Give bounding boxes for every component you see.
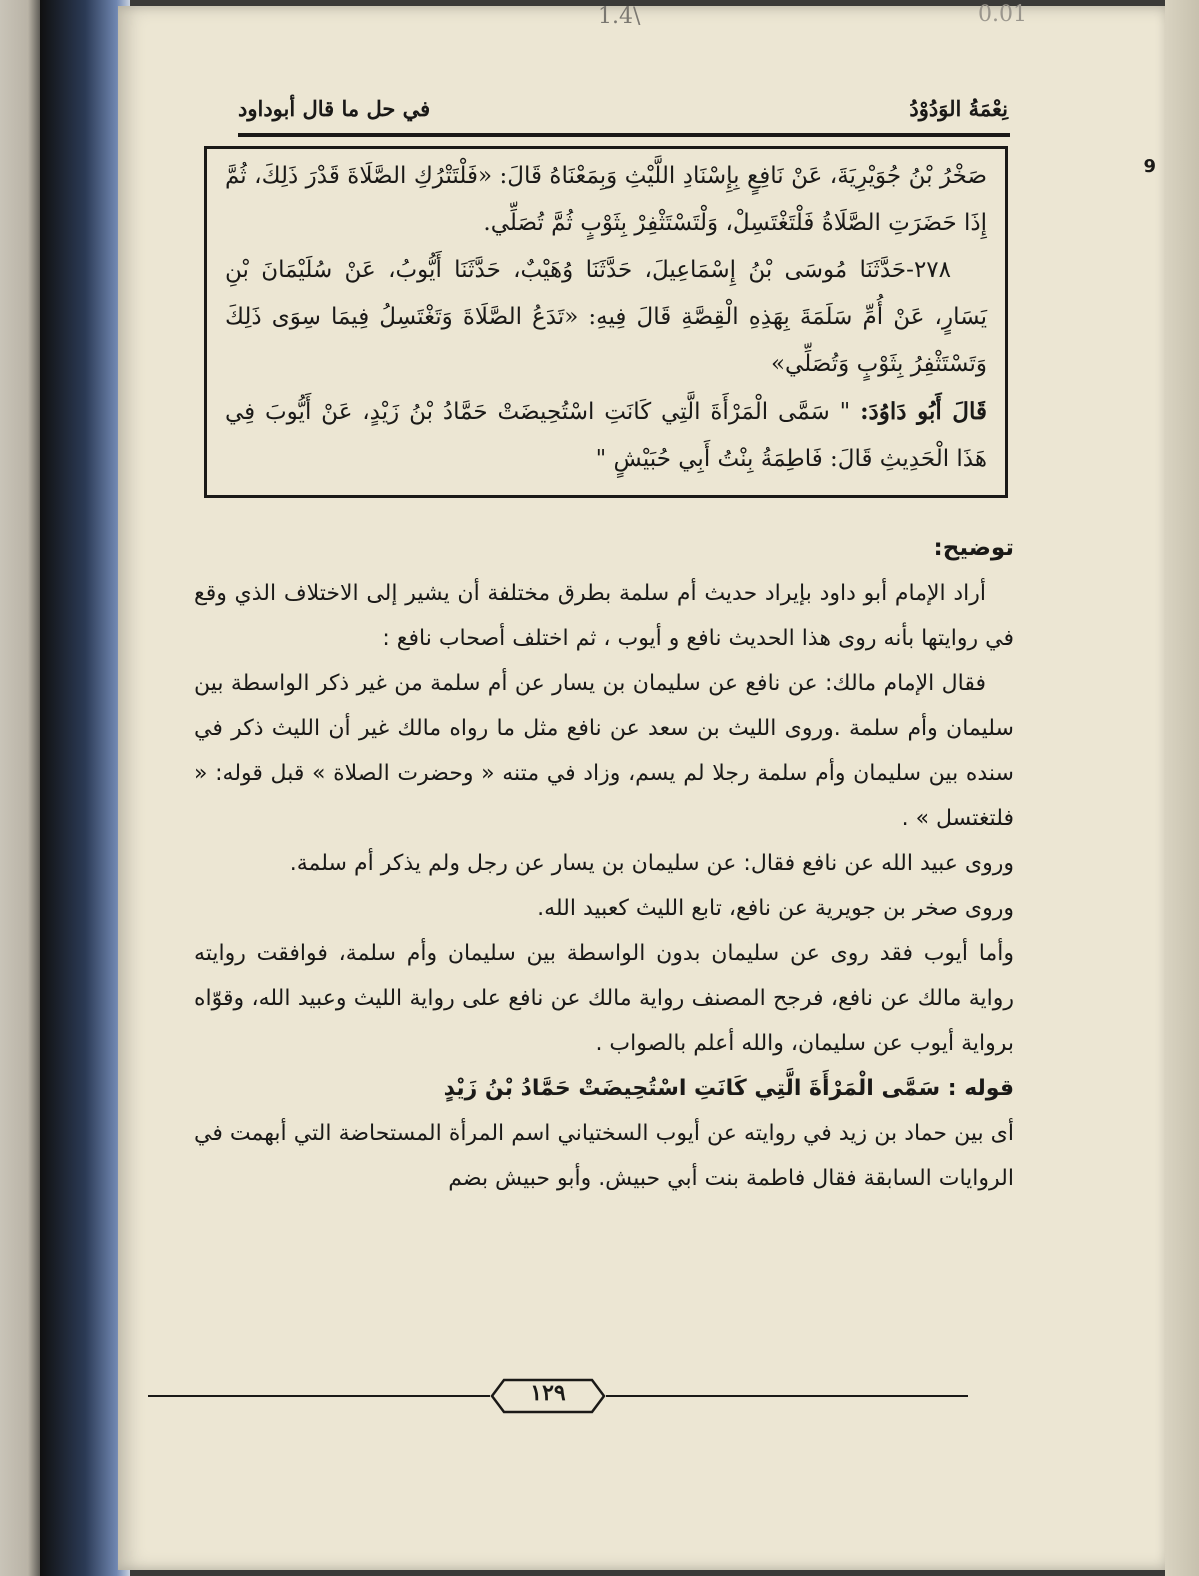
commentary-section: [194, 526, 1014, 1201]
header-rule: [238, 133, 1010, 137]
book-cover-edge: [40, 0, 130, 1576]
commentary-paragraph: وروى عبيد الله عن نافع فقال: عن سليمان بن يسار عن رجل ولم يذكر أم سلمة.: [289, 851, 1014, 876]
page-stack-edge: [1165, 0, 1199, 1576]
running-header: [238, 96, 1008, 130]
hadith-paragraph: صَخْرُ بْنُ جُوَيْرِيَةَ، عَنْ نَافِعٍ بِإِسْنَادِ اللَّيْثِ وَبِمَعْنَاهُ قَالَ: «فَلْتَتْرُكِ الصَّلَاةَ قَدْرَ ذَلِكَ، ثُمَّ إِذَا حَضَرَتِ الصَّلَاةُ فَلْتَغْتَسِلْ، وَلْتَسْتَثْفِرْ بِثَوْبٍ ثُمَّ تُصَلِّي.: [225, 163, 987, 236]
commentary-paragraph: فقال الإمام مالك: عن نافع عن سليمان بن يسار عن أم سلمة من غير ذكر الواسطة بين سليمان وأم سلمة .وروى الليث بن سعد عن نافع مثل ما رواه مالك غير أن الليث ذكر في سنده بين سليمان وأم سلمة رجلا لم يسم، وزاد في متنه « وحضرت الصلاة » قبل قوله: « فلتغتسل » .: [194, 671, 1014, 831]
commentary-paragraph: وروى صخر بن جويرية عن نافع، تابع الليث كعبيد الله.: [537, 896, 1014, 921]
hadith-text-box: [204, 146, 1008, 498]
margin-number: 9: [1143, 156, 1156, 177]
abu-dawud-text: " سَمَّى الْمَرْأَةَ الَّتِي كَانَتِ اسْتُحِيضَتْ حَمَّادُ بْنُ زَيْدٍ، عَنْ أَيُّوبَ فِي هَذَا الْحَدِيثِ قَالَ: فَاطِمَةُ بِنْتُ أَبِي حُبَيْشٍ ": [225, 399, 987, 472]
hadith-paragraph-278: ٢٧٨-حَدَّثَنَا مُوسَى بْنُ إِسْمَاعِيلَ، حَدَّثَنَا وُهَيْبٌ، حَدَّثَنَا أَيُّوبُ، عَنْ سُلَيْمَانَ بْنِ يَسَارٍ، عَنْ أُمِّ سَلَمَةَ بِهَذِهِ الْقِصَّةِ قَالَ فِيهِ: «تَدَعُ الصَّلَاةَ وَتَغْتَسِلُ فِيمَا سِوَى ذَلِكَ وَتَسْتَثْفِرُ بِثَوْبٍ وَتُصَلِّي»: [225, 257, 988, 377]
commentary-paragraph: أراد الإمام أبو داود بإيراد حديث أم سلمة بطرق مختلفة أن يشير إلى الاختلاف الذي وقع في روايتها بأنه روى هذا الحديث نافع و أيوب ، ثم اختلف أصحاب نافع :: [194, 581, 1014, 651]
top-pen-mark-2: 0.01: [978, 2, 1027, 27]
commentary-paragraph: وأما أيوب فقد روى عن سليمان بدون الواسطة بين سليمان وأم سلمة، فوافقت روايته رواية مالك عن نافع، فرجح المصنف رواية مالك عن نافع على رواية الليث وعبيد الله، وقوّاه برواية أيوب عن سليمان، والله أعلم بالصواب .: [194, 941, 1014, 1056]
page-number: ١٢٩: [530, 1380, 566, 1406]
book-title: نِعْمَةُ الوَدُوْدُ: [909, 96, 1008, 121]
abu-dawud-comment: [225, 388, 987, 483]
qawl-heading: قوله : سَمَّى الْمَرْأَةَ الَّتِي كَانَتِ اسْتُحِيضَتْ حَمَّادُ بْنُ زَيْدٍ: [443, 1076, 1014, 1101]
commentary-paragraph: أى بين حماد بن زيد في روايته عن أيوب السختياني اسم المرأة المستحاضة التي أبهمت في الروايات السابقة فقال فاطمة بنت أبي حبيش. وأبو حبيش بضم: [194, 1121, 1014, 1191]
abu-dawud-lead: قَالَ أَبُو دَاوُدَ:: [860, 398, 988, 425]
book-subtitle: في حل ما قال أبوداود: [238, 96, 431, 121]
book-page: [118, 2, 1168, 1570]
commentary-label: توضيح:: [933, 535, 1014, 561]
top-pen-mark: 1.4\: [598, 4, 641, 29]
